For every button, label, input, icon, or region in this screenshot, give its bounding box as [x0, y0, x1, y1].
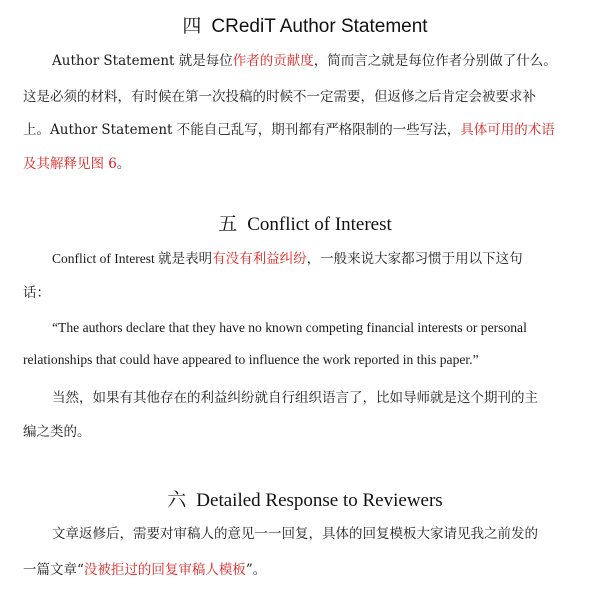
section-title: Detailed Response to Reviewers [196, 490, 443, 511]
highlight-text: 作者的贡献度 [232, 53, 314, 69]
text-run: 。 [116, 156, 131, 172]
text-run: 这是必须的材料，有时候在第一次投稿的时候不一定需要，但返修之后肯定会被要求补 [23, 89, 536, 105]
highlight-text: 没被拒过的回复审稿人模板 [83, 562, 246, 578]
highlight-text: 有没有利益纠纷 [212, 251, 307, 267]
paragraph-line [23, 560, 593, 580]
text-run: 话： [23, 285, 50, 301]
section-heading-conflict-of-interest [0, 212, 610, 237]
section-title: Conflict of Interest [247, 214, 392, 235]
section-heading-response-to-reviewers [0, 488, 610, 513]
highlight-text: 及其解释见图 6 [23, 156, 117, 172]
paragraph-line [23, 422, 593, 442]
text-run: 编之类的。 [23, 424, 91, 440]
paragraph-line [23, 120, 593, 140]
paragraph-line [23, 154, 593, 174]
text-run: 当然，如果有其他存在的利益纠纷就自行组织语言了，比如导师就是这个期刊的主 [52, 390, 538, 406]
text-run: Conflict of Interest 就是表明 [52, 251, 213, 266]
section-title: CRediT Author Statement [211, 16, 428, 37]
text-run: 一篇文章“ [23, 562, 84, 578]
quote-text: relationships that could have appeared to influence the work reported in this paper.” [23, 352, 479, 367]
text-run: Author Statement 就是每位 [52, 53, 233, 69]
highlight-text: 具体可用的术语 [460, 122, 555, 138]
text-run: ，简而言之就是每位作者分别做了什么。 [313, 53, 557, 69]
paragraph-line [23, 283, 593, 303]
section-number: 五 [218, 213, 238, 235]
quote-line [52, 318, 597, 338]
text-run: 文章返修后，需要对审稿人的意见一一回复，具体的回复模板大家请见我之前发的 [52, 526, 538, 542]
text-run: ”。 [245, 562, 267, 578]
section-number: 四 [182, 15, 202, 37]
text-run: 上。Author Statement 不能自己乱写，期刊都有严格限制的一些写法， [23, 122, 461, 138]
section-heading-author-statement [0, 14, 610, 39]
paragraph-line [52, 388, 597, 408]
paragraph-line [52, 524, 597, 544]
quote-line [23, 350, 593, 370]
section-number: 六 [167, 489, 187, 511]
paragraph-line [23, 87, 593, 107]
paragraph-line [52, 51, 597, 71]
text-run: ，一般来说大家都习惯于用以下这句 [306, 251, 523, 267]
paragraph-line [52, 249, 597, 269]
quote-text: “The authors declare that they have no known competing financial interests or personal [52, 320, 527, 335]
